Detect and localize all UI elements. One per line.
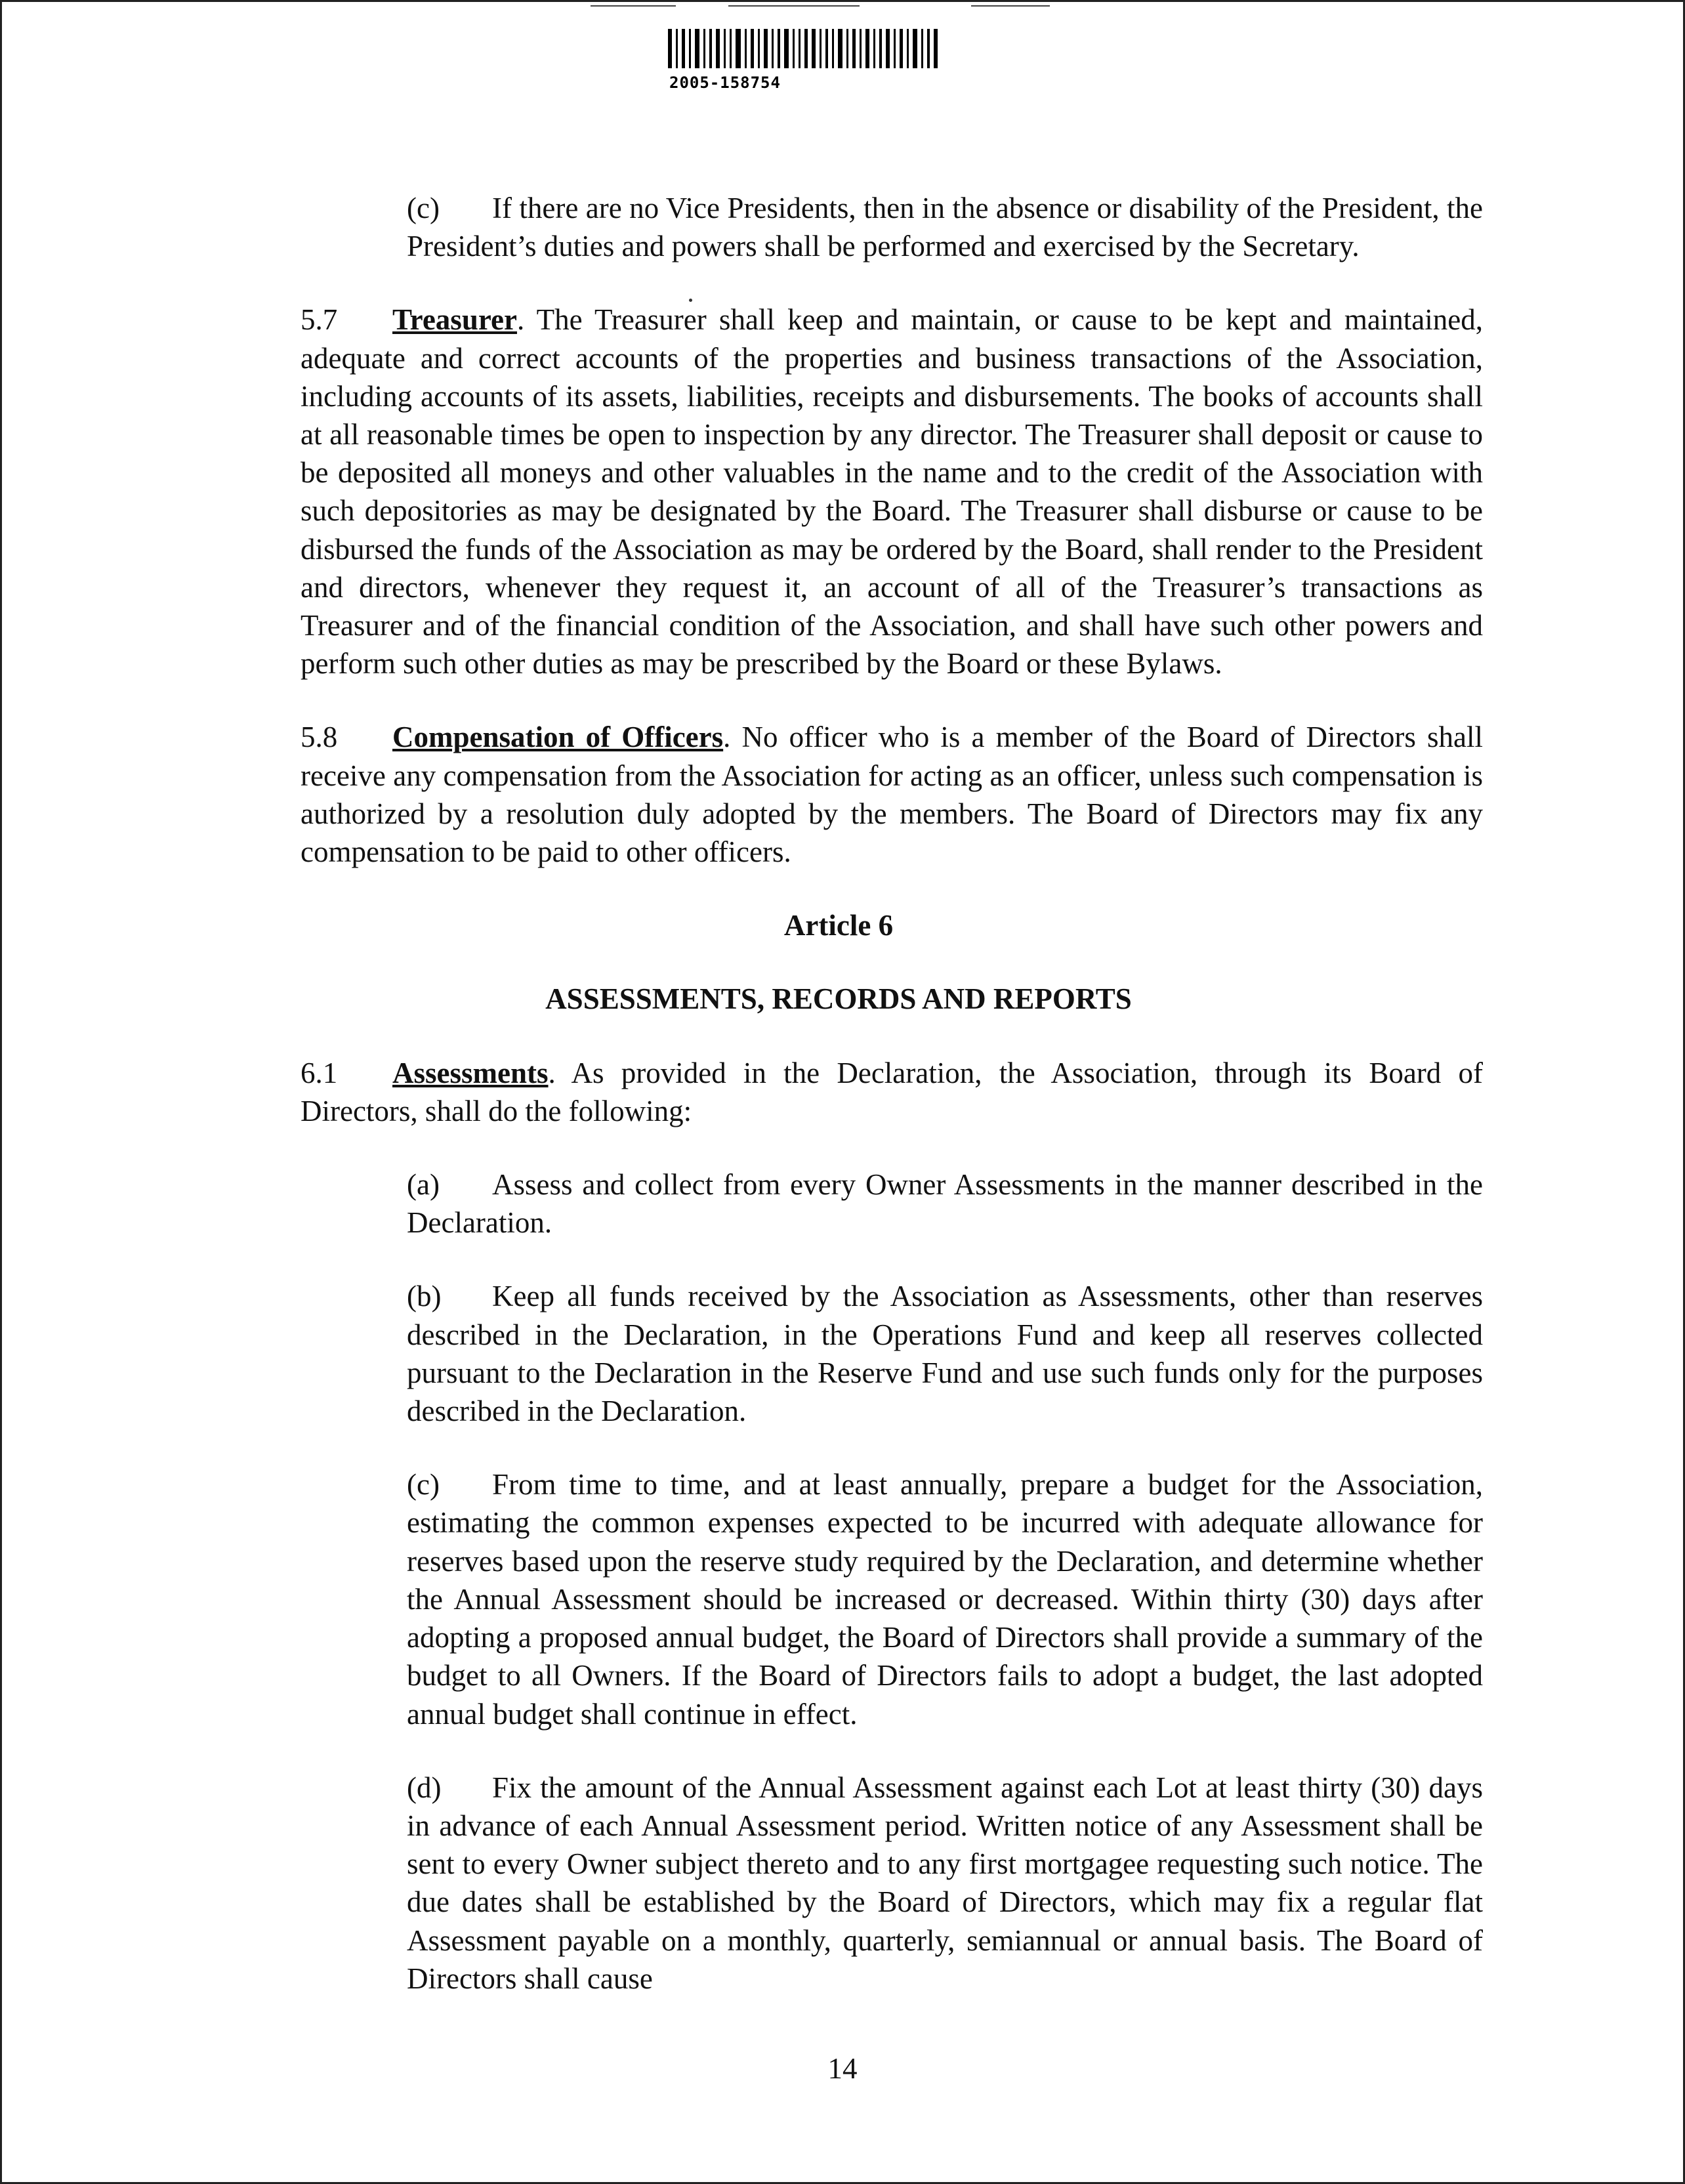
paragraph-text: . No officer who is a member of the Board of Directors shall receive any compensation from the Association for acting as an officer, unless such compensation is authorized by a resolution duly adopted by the members. The Board of Directors may fix any compensation to be paid to other officers. <box>301 721 1483 869</box>
paragraph-5-8 <box>194 718 1483 871</box>
paragraph-6-1d <box>194 1769 1483 1998</box>
paragraph-6-1b <box>194 1277 1483 1430</box>
page-number: 14 <box>827 2052 858 2085</box>
paragraph-5-7 <box>194 301 1483 682</box>
paragraph-text: From time to time, and at least annually, prepare a budget for the Association, estimating the common expenses expected to be incurred with adequate allowance for reserves based upon the reserve study required by the Declaration, and determine whether the Annual Assessment should be increased or decreased. Within thirty (30) days after adopting a proposed annual budget, the Board of Directors shall provide a summary of the budget to all Owners. If the Board of Directors fails to adopt a budget, the last adopted annual budget shall continue in effect. <box>407 1468 1483 1731</box>
paragraph-text: Keep all funds received by the Association as Assessments, other than reserves described in the Declaration, in the Operations Fund and keep all reserves collected pursuant to the Declaration in the Reserve Fund and use such funds only for the purposes described in the Declaration. <box>407 1280 1483 1428</box>
paragraph-6-1a <box>194 1166 1483 1242</box>
barcode-number: 2005-158754 <box>669 74 781 92</box>
paragraph-6-1c <box>194 1465 1483 1732</box>
paragraph-text: Fix the amount of the Annual Assessment against each Lot at least thirty (30) days in advance of each Annual Assessment period. Written notice of any Assessment shall be sent to every Owner subject thereto and to any first mortgagee requesting such notice. The due dates shall be established by the Board of Directors, which may fix a regular flat Assessment payable on a monthly, quarterly, semiannual or annual basis. The Board of Directors shall cause <box>407 1771 1483 1995</box>
article-subtitle: ASSESSMENTS, RECORDS AND REPORTS <box>545 982 1132 1016</box>
scan-artifact <box>591 5 676 7</box>
item-label: (c) <box>407 1468 440 1502</box>
scan-artifact <box>728 5 860 7</box>
section-heading: Treasurer <box>392 303 517 337</box>
paragraph-text: If there are no Vice Presidents, then in the absence or disability of the President, the President’s duties and powers shall be performed and exercised by the Secretary. <box>407 192 1483 263</box>
section-heading: Assessments <box>392 1056 549 1089</box>
paragraph-text: . The Treasurer shall keep and maintain, or cause to be kept and maintained, adequate and correct accounts of the properties and business transactions of the Association, including accounts of its assets, liabilities, receipts and disbursements. The books of accounts shall at all reasonable times be open to inspection by any director. The Treasurer shall deposit or cause to be deposited all moneys and other valuables in the name and to the credit of the Association with such depositories as may be designated by the Board. The Treasurer shall disburse or cause to be disbursed the funds of the Association as may be ordered by the Board, shall render to the President and directors, whenever they request it, an account of all of the Treasurer’s transactions as Treasurer and of the financial condition of the Association, and shall have such other powers and perform such other duties as may be prescribed by the Board or these Bylaws. <box>301 303 1483 681</box>
paragraph-6-1 <box>194 1054 1483 1130</box>
article-title: Article 6 <box>783 909 894 942</box>
paragraph-text: . As provided in the Declaration, the Association, through its Board of Directors, shall do the following: <box>301 1056 1483 1127</box>
document-body <box>194 189 1483 1998</box>
section-number: 5.7 <box>301 303 338 337</box>
section-number: 5.8 <box>301 721 338 754</box>
scan-artifact <box>971 5 1050 7</box>
barcode <box>668 29 966 68</box>
section-heading: Compensation of Officers <box>392 721 724 754</box>
item-label: (d) <box>407 1771 442 1804</box>
paragraph-text: Assess and collect from every Owner Assessments in the manner described in the Declaration. <box>407 1168 1483 1240</box>
paragraph-5-6c <box>194 189 1483 265</box>
item-label: (a) <box>407 1168 440 1202</box>
section-number: 6.1 <box>301 1056 338 1089</box>
item-label: (b) <box>407 1280 442 1313</box>
item-label: (c) <box>407 192 440 224</box>
